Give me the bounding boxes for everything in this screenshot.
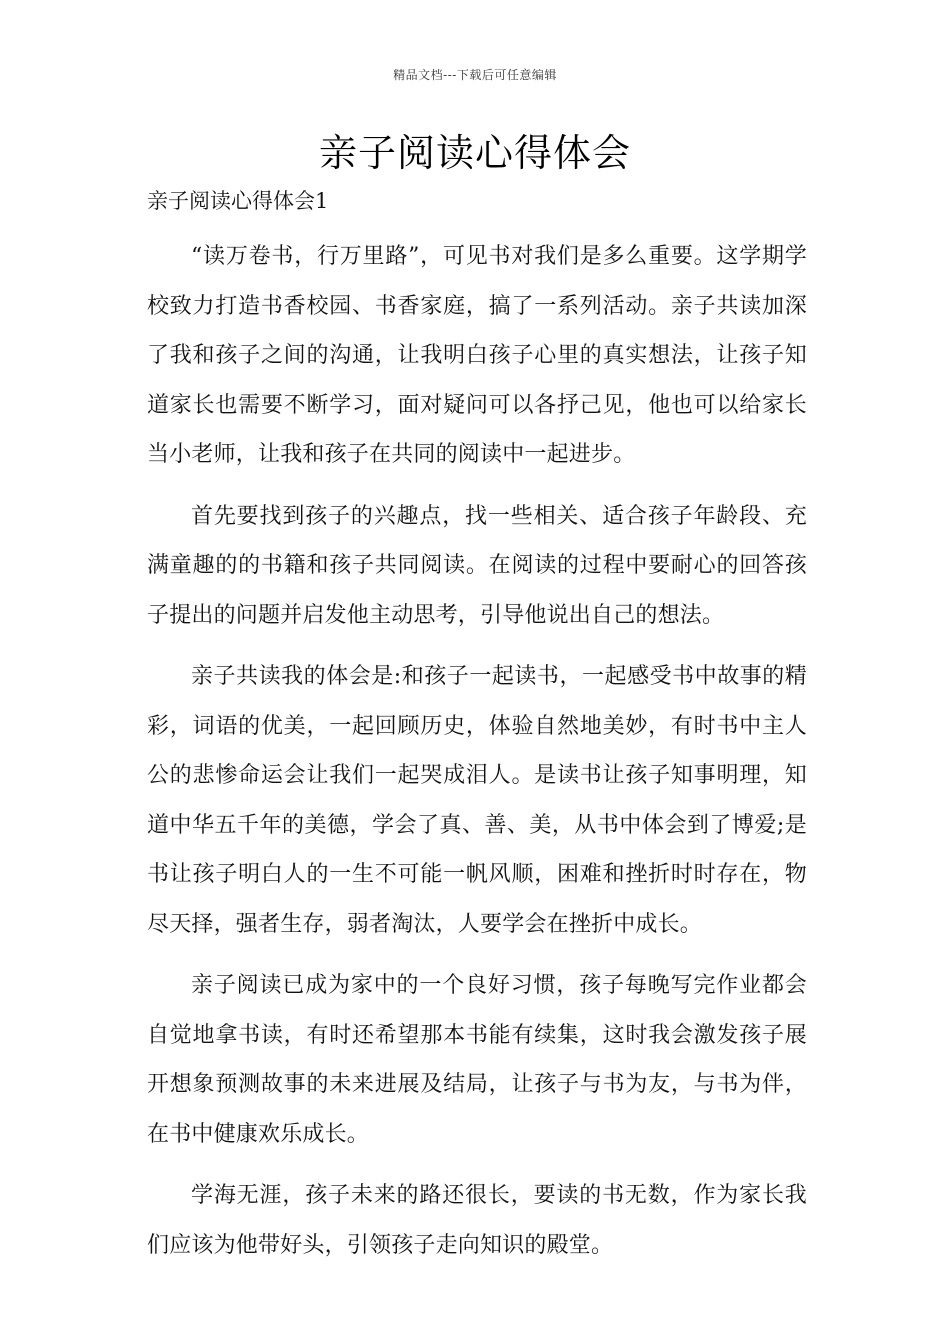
document-title: 亲子阅读心得体会: [318, 131, 631, 175]
paragraph-1: “读万卷书，行万里路”，可见书对我们是多么重要。这学期学校致力打造书香校园、书香家庭，搞了一系列活动。亲子共读加深了我和孩子之间的沟通，让我明白孩子心里的真实想法，让孩子知道家长也需要不断学习，面对疑问可以各抒己见，他也可以给家长当小老师，让我和孩子在共同的阅读中一起进步。: [147, 244, 807, 467]
document-body: [147, 232, 807, 1282]
paragraph-3: 亲子共读我的体会是:和孩子一起读书，一起感受书中故事的精彩，词语的优美，一起回顾历史，体验自然地美妙，有时书中主人公的悲惨命运会让我们一起哭成泪人。是读书让孩子知事明理，知道中华五千年的美德，学会了真、善、美，从书中体会到了博爱;是书让孩子明白人的一生不可能一帆风顺，困难和挫折时时存在，物尽天择，强者生存，弱者淘汰，人要学会在挫折中成长。: [147, 664, 807, 937]
paragraph-5: 学海无涯，孩子未来的路还很长，要读的书无数，作为家长我们应该为他带好头，引领孩子走向知识的殿堂。: [147, 1183, 807, 1258]
paragraph-2: 首先要找到孩子的兴趣点，找一些相关、适合孩子年龄段、充满童趣的的书籍和孩子共同阅读。在阅读的过程中要耐心的回答孩子提出的问题并启发他主动思考，引导他说出自己的想法。: [147, 503, 807, 628]
header-note: 精品文档---下载后可任意编辑: [393, 68, 557, 82]
section-subtitle: 亲子阅读心得体会1: [147, 189, 329, 213]
paragraph-4: 亲子阅读已成为家中的一个良好习惯，孩子每晚写完作业都会自觉地拿书读，有时还希望那本书能有续集，这时我会激发孩子展开想象预测故事的未来进展及结局，让孩子与书为友，与书为伴，在书中健康欢乐成长。: [147, 973, 807, 1147]
